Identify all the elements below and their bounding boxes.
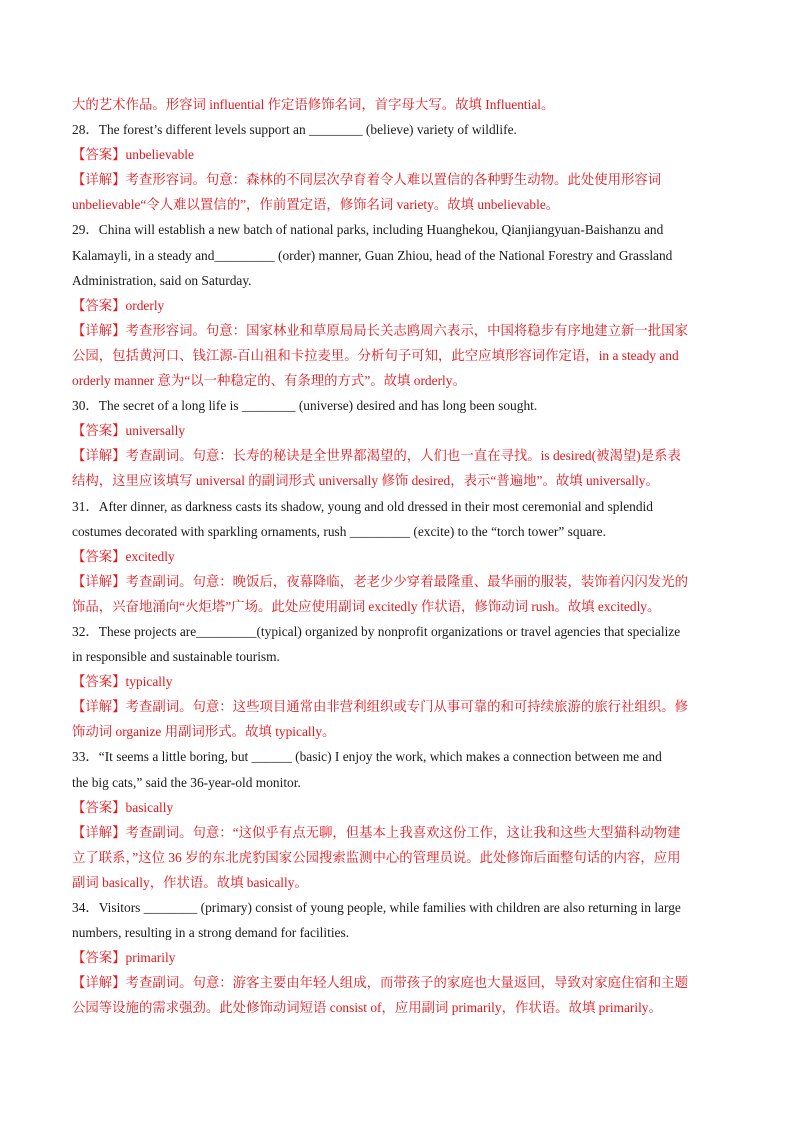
- answer-line: 【答案】excitedly: [72, 548, 175, 564]
- answer-line: 【答案】basically: [72, 799, 174, 815]
- explanation-line: 结构，这里应该填写 universal 的副词形式 universally 修饰 desired，表示“普遍地”。故填 universally。: [72, 473, 659, 489]
- explanation-line: 【详解】考查副词。句意：晚饭后，夜幕降临，老老少少穿着最隆重、最华丽的服装，装饰着闪闪发光的: [72, 573, 688, 589]
- question-line: Administration, said on Saturday.: [72, 272, 252, 288]
- explanation-line: 立了联系，”这位 36 岁的东北虎豹国家公园搜索监测中心的管理员说。此处修饰后面整句话的内容，应用: [72, 849, 681, 865]
- explanation-line: 饰动词 organize 用副词形式。故填 typically。: [72, 724, 336, 740]
- answer-line: 【答案】universally: [72, 423, 186, 439]
- explanation-line: 【详解】考查副词。句意：“这似乎有点无聊，但基本上我喜欢这份工作，这让我和这些大型猫科动物建: [72, 824, 681, 840]
- explanation-line: 公园等设施的需求强劲。此处修饰动词短语 consist of，应用副词 primarily，作状语。故填 primarily。: [72, 1000, 662, 1016]
- question-line: the big cats,” said the 36-year-old monitor.: [72, 774, 301, 790]
- explanation-line: 【详解】考查副词。句意：长寿的秘诀是全世界都渴望的，人们也一直在寻找。is desired(被渴望)是系表: [72, 448, 681, 464]
- question-line: 31．After dinner, as darkness casts its shadow, young and old dressed in their most ceremonial and splendid: [72, 498, 653, 514]
- explanation-line: 公园，包括黄河口、钱江源-百山祖和卡拉麦里。分析句子可知，此空应填形容词作定语，in a steady and: [72, 347, 679, 363]
- answer-line: 【答案】orderly: [72, 297, 165, 313]
- explanation-line: 大的艺术作品。形容词 influential 作定语修饰名词，首字母大写。故填 Influential。: [72, 97, 555, 112]
- answer-line: 【答案】primarily: [72, 950, 176, 966]
- question-line: in responsible and sustainable tourism.: [72, 649, 280, 665]
- question-line: Kalamayli, in a steady and_________ (order) manner, Guan Zhiou, head of the National Forestry and Grassland: [72, 247, 673, 263]
- explanation-line: 【详解】考查形容词。句意：森林的不同层次孕育着令人难以置信的各种野生动物。此处使用形容词: [72, 172, 662, 188]
- question-line: 34．Visitors ________ (primary) consist of young people, while families with children are also returning in large: [72, 900, 681, 915]
- question-line: 33．“It seems a little boring, but ______ (basic) I enjoy the work, which makes a connection between me and: [72, 749, 662, 765]
- document-page: [72, 92, 732, 1020]
- question-line: 32．These projects are_________(typical) organized by nonprofit organizations or travel agencies that specialize: [72, 623, 681, 639]
- question-line: 28．The forest’s different levels support an ________ (believe) variety of wildlife.: [72, 122, 517, 138]
- question-line: 30．The secret of a long life is ________ (universe) desired and has long been sought.: [72, 398, 538, 414]
- explanation-line: unbelievable“令人难以置信的”，作前置定语，修饰名词 variety。故填 unbelievable。: [72, 197, 560, 213]
- answer-line: 【答案】typically: [72, 674, 173, 690]
- question-line: 29．China will establish a new batch of national parks, including Huanghekou, Qianjiangyuan-Baishanzu and: [72, 222, 664, 238]
- explanation-line: 【详解】考查形容词。句意：国家林业和草原局局长关志鸥周六表示，中国将稳步有序地建立新一批国家: [72, 322, 688, 338]
- explanation-line: 【详解】考查副词。句意：游客主要由年轻人组成，而带孩子的家庭也大量返回，导致对家庭住宿和主题: [72, 975, 688, 991]
- question-line: numbers, resulting in a strong demand for facilities.: [72, 925, 350, 941]
- explanation-line: 饰品，兴奋地涌向“火炬塔”广场。此处应使用副词 excitedly 作状语，修饰动词 rush。故填 excitedly。: [72, 598, 661, 614]
- explanation-line: 副词 basically，作状语。故填 basically。: [72, 874, 308, 890]
- answer-line: 【答案】unbelievable: [72, 147, 194, 163]
- question-line: costumes decorated with sparkling ornaments, rush _________ (excite) to the “torch tower” square.: [72, 523, 606, 539]
- explanation-line: orderly manner 意为“以一种稳定的、有条理的方式”。故填 orderly。: [72, 373, 466, 389]
- explanation-line: 【详解】考查副词。句意：这些项目通常由非营利组织或专门从事可靠的和可持续旅游的旅行社组织。修: [72, 699, 688, 715]
